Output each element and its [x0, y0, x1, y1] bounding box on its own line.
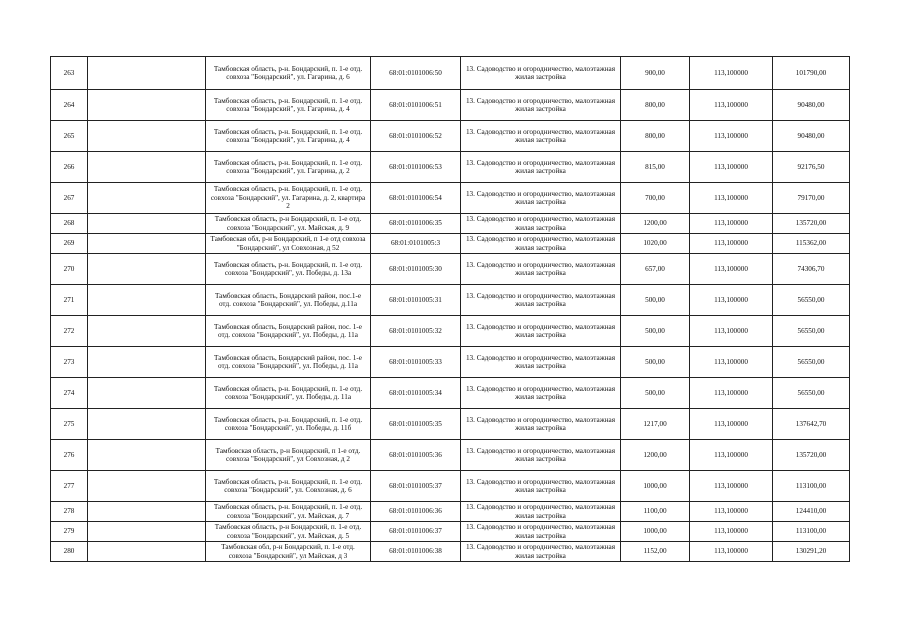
- blank-cell: [88, 409, 206, 440]
- address-cell: Тамбовская область, Бондарский район, пос. 1-е отд. совхоза "Бондарский", ул. Победы, д. 11а: [206, 316, 371, 347]
- cadastral-number-cell: 68:01:0101006:38: [371, 542, 461, 562]
- address-cell: Тамбовская область, р-н Бондарский, п. 1-е отд. совхоза "Бондарский", ул. Майская, д. 5: [206, 522, 371, 542]
- table-row: [51, 121, 850, 152]
- cadastral-value-cell: 56550,00: [773, 316, 850, 347]
- table-row: [51, 440, 850, 471]
- address-cell: Тамбовская область, р-н. Бондарский, п. 1-е отд. совхоза "Бондарский", ул. Гагарина, д. 6: [206, 57, 371, 90]
- land-use-cell: 13. Садоводство и огородничество, малоэтажная жилая застройка: [461, 234, 621, 254]
- cadastral-value-cell: 113100,00: [773, 471, 850, 502]
- row-number: 270: [51, 254, 88, 285]
- land-use-cell: 13. Садоводство и огородничество, малоэтажная жилая застройка: [461, 57, 621, 90]
- cadastral-value-cell: 130291,20: [773, 542, 850, 562]
- row-number: 276: [51, 440, 88, 471]
- table-body: [51, 57, 850, 562]
- table-row: [51, 502, 850, 522]
- row-number: 277: [51, 471, 88, 502]
- cadastral-value-cell: 56550,00: [773, 285, 850, 316]
- area-cell: 700,00: [621, 183, 690, 214]
- area-cell: 1100,00: [621, 502, 690, 522]
- cadastral-number-cell: 68:01:0101006:53: [371, 152, 461, 183]
- area-cell: 1000,00: [621, 522, 690, 542]
- rate-cell: 113,100000: [690, 254, 773, 285]
- blank-cell: [88, 234, 206, 254]
- table-row: [51, 57, 850, 90]
- cadastral-number-cell: 68:01:0101006:52: [371, 121, 461, 152]
- row-number: 272: [51, 316, 88, 347]
- row-number: 280: [51, 542, 88, 562]
- rate-cell: 113,100000: [690, 502, 773, 522]
- land-use-cell: 13. Садоводство и огородничество, малоэтажная жилая застройка: [461, 90, 621, 121]
- address-cell: Тамбовская область, р-н. Бондарский, п. 1-е отд. совхоза "Бондарский", ул. Победы, д. 13а: [206, 254, 371, 285]
- cadastral-value-cell: 74306,70: [773, 254, 850, 285]
- area-cell: 500,00: [621, 378, 690, 409]
- blank-cell: [88, 542, 206, 562]
- cadastral-value-cell: 137642,70: [773, 409, 850, 440]
- row-number: 271: [51, 285, 88, 316]
- address-cell: Тамбовская область, Бондарский район, пос.1-е отд. совхоза "Бондарский", ул. Победы, д.11а: [206, 285, 371, 316]
- rate-cell: 113,100000: [690, 121, 773, 152]
- blank-cell: [88, 440, 206, 471]
- rate-cell: 113,100000: [690, 285, 773, 316]
- rate-cell: 113,100000: [690, 440, 773, 471]
- table-row: [51, 90, 850, 121]
- address-cell: Тамбовская область, р-н. Бондарский, п. 1-е отд. совхоза "Бондарский", ул. Победы, д. 11а: [206, 378, 371, 409]
- cadastral-number-cell: 68:01:0101005:35: [371, 409, 461, 440]
- land-register-table: [50, 56, 850, 562]
- address-cell: Тамбовская обл, р-н Бондарский, п. 1-е отд. совхоза "Бондарский", ул Майская, д 3: [206, 542, 371, 562]
- area-cell: 1200,00: [621, 214, 690, 234]
- cadastral-value-cell: 90480,00: [773, 90, 850, 121]
- row-number: 273: [51, 347, 88, 378]
- area-cell: 500,00: [621, 347, 690, 378]
- table-row: [51, 471, 850, 502]
- blank-cell: [88, 502, 206, 522]
- rate-cell: 113,100000: [690, 183, 773, 214]
- address-cell: Тамбовская область, р-н. Бондарский, п. 1-е отд. совхоза "Бондарский", ул. Гагарина, д. 2, квартира 2: [206, 183, 371, 214]
- row-number: 279: [51, 522, 88, 542]
- row-number: 267: [51, 183, 88, 214]
- land-use-cell: 13. Садоводство и огородничество, малоэтажная жилая застройка: [461, 183, 621, 214]
- cadastral-number-cell: 68:01:0101005:3: [371, 234, 461, 254]
- cadastral-number-cell: 68:01:0101006:51: [371, 90, 461, 121]
- address-cell: Тамбовская область, р-н. Бондарский, п. 1-е отд. совхоза "Бондарский", ул. Победы, д. 11б: [206, 409, 371, 440]
- land-use-cell: 13. Садоводство и огородничество, малоэтажная жилая застройка: [461, 285, 621, 316]
- row-number: 274: [51, 378, 88, 409]
- area-cell: 815,00: [621, 152, 690, 183]
- row-number: 268: [51, 214, 88, 234]
- cadastral-value-cell: 135720,00: [773, 440, 850, 471]
- blank-cell: [88, 57, 206, 90]
- table-row: [51, 378, 850, 409]
- rate-cell: 113,100000: [690, 316, 773, 347]
- table-row: [51, 409, 850, 440]
- land-use-cell: 13. Садоводство и огородничество, малоэтажная жилая застройка: [461, 316, 621, 347]
- cadastral-number-cell: 68:01:0101005:36: [371, 440, 461, 471]
- row-number: 263: [51, 57, 88, 90]
- cadastral-number-cell: 68:01:0101005:30: [371, 254, 461, 285]
- land-use-cell: 13. Садоводство и огородничество, малоэтажная жилая застройка: [461, 378, 621, 409]
- table-row: [51, 285, 850, 316]
- rate-cell: 113,100000: [690, 214, 773, 234]
- land-use-cell: 13. Садоводство и огородничество, малоэтажная жилая застройка: [461, 542, 621, 562]
- rate-cell: 113,100000: [690, 522, 773, 542]
- address-cell: Тамбовская область, р-н. Бондарский, п. 1-е отд. совхоза "Бондарский", ул. Гагарина, д. 4: [206, 121, 371, 152]
- cadastral-number-cell: 68:01:0101005:33: [371, 347, 461, 378]
- cadastral-value-cell: 101790,00: [773, 57, 850, 90]
- address-cell: Тамбовская область, Бондарский район, пос. 1-е отд. совхоза "Бондарский", ул. Победы, д. 11а: [206, 347, 371, 378]
- table-row: [51, 183, 850, 214]
- rate-cell: 113,100000: [690, 152, 773, 183]
- land-use-cell: 13. Садоводство и огородничество, малоэтажная жилая застройка: [461, 440, 621, 471]
- cadastral-value-cell: 90480,00: [773, 121, 850, 152]
- area-cell: 1020,00: [621, 234, 690, 254]
- row-number: 269: [51, 234, 88, 254]
- cadastral-value-cell: 113100,00: [773, 522, 850, 542]
- cadastral-number-cell: 68:01:0101006:54: [371, 183, 461, 214]
- land-use-cell: 13. Садоводство и огородничество, малоэтажная жилая застройка: [461, 214, 621, 234]
- row-number: 266: [51, 152, 88, 183]
- blank-cell: [88, 254, 206, 285]
- land-use-cell: 13. Садоводство и огородничество, малоэтажная жилая застройка: [461, 254, 621, 285]
- address-cell: Тамбовская область, р-н Бондарский, п. 1-е отд. совхоза "Бондарский", ул. Майская, д. 9: [206, 214, 371, 234]
- land-use-cell: 13. Садоводство и огородничество, малоэтажная жилая застройка: [461, 502, 621, 522]
- cadastral-number-cell: 68:01:0101006:35: [371, 214, 461, 234]
- table-row: [51, 254, 850, 285]
- area-cell: 800,00: [621, 90, 690, 121]
- table-row: [51, 347, 850, 378]
- area-cell: 1000,00: [621, 471, 690, 502]
- rate-cell: 113,100000: [690, 542, 773, 562]
- cadastral-value-cell: 115362,00: [773, 234, 850, 254]
- blank-cell: [88, 522, 206, 542]
- rate-cell: 113,100000: [690, 90, 773, 121]
- table-row: [51, 234, 850, 254]
- rate-cell: 113,100000: [690, 57, 773, 90]
- area-cell: 1152,00: [621, 542, 690, 562]
- table-row: [51, 316, 850, 347]
- cadastral-number-cell: 68:01:0101005:34: [371, 378, 461, 409]
- row-number: 264: [51, 90, 88, 121]
- blank-cell: [88, 471, 206, 502]
- address-cell: Тамбовская область, р-н. Бондарский, п. 1-е отд. совхоза "Бондарский", ул. Гагарина, д. 2: [206, 152, 371, 183]
- blank-cell: [88, 90, 206, 121]
- land-use-cell: 13. Садоводство и огородничество, малоэтажная жилая застройка: [461, 152, 621, 183]
- table-row: [51, 152, 850, 183]
- cadastral-number-cell: 68:01:0101005:31: [371, 285, 461, 316]
- blank-cell: [88, 214, 206, 234]
- cadastral-value-cell: 79170,00: [773, 183, 850, 214]
- rate-cell: 113,100000: [690, 234, 773, 254]
- land-use-cell: 13. Садоводство и огородничество, малоэтажная жилая застройка: [461, 347, 621, 378]
- blank-cell: [88, 121, 206, 152]
- blank-cell: [88, 183, 206, 214]
- row-number: 265: [51, 121, 88, 152]
- area-cell: 1200,00: [621, 440, 690, 471]
- table-row: [51, 542, 850, 562]
- row-number: 278: [51, 502, 88, 522]
- blank-cell: [88, 152, 206, 183]
- blank-cell: [88, 316, 206, 347]
- address-cell: Тамбовская область, р-н Бондарский, п 1-е отд. совхоза "Бондарский", ул Совхозная, д 2: [206, 440, 371, 471]
- area-cell: 500,00: [621, 285, 690, 316]
- blank-cell: [88, 285, 206, 316]
- area-cell: 900,00: [621, 57, 690, 90]
- cadastral-number-cell: 68:01:0101006:50: [371, 57, 461, 90]
- cadastral-value-cell: 124410,00: [773, 502, 850, 522]
- cadastral-number-cell: 68:01:0101005:37: [371, 471, 461, 502]
- cadastral-value-cell: 135720,00: [773, 214, 850, 234]
- rate-cell: 113,100000: [690, 347, 773, 378]
- area-cell: 657,00: [621, 254, 690, 285]
- rate-cell: 113,100000: [690, 409, 773, 440]
- address-cell: Тамбовская область, р-н. Бондарский, п. 1-е отд. совхоза "Бондарский", ул. Майская, д. 7: [206, 502, 371, 522]
- address-cell: Тамбовская область, р-н. Бондарский, п. 1-е отд. совхоза "Бондарский", ул. Совхозная, д. 6: [206, 471, 371, 502]
- row-number: 275: [51, 409, 88, 440]
- cadastral-value-cell: 56550,00: [773, 378, 850, 409]
- cadastral-number-cell: 68:01:0101006:37: [371, 522, 461, 542]
- address-cell: Тамбовская обл, р-н Бондарский, п 1-е отд совхоза "Бондарский", ул Совхозная, д 52: [206, 234, 371, 254]
- area-cell: 800,00: [621, 121, 690, 152]
- area-cell: 1217,00: [621, 409, 690, 440]
- rate-cell: 113,100000: [690, 471, 773, 502]
- table-row: [51, 522, 850, 542]
- table-row: [51, 214, 850, 234]
- blank-cell: [88, 347, 206, 378]
- cadastral-value-cell: 56550,00: [773, 347, 850, 378]
- land-use-cell: 13. Садоводство и огородничество, малоэтажная жилая застройка: [461, 522, 621, 542]
- cadastral-number-cell: 68:01:0101005:32: [371, 316, 461, 347]
- land-use-cell: 13. Садоводство и огородничество, малоэтажная жилая застройка: [461, 409, 621, 440]
- area-cell: 500,00: [621, 316, 690, 347]
- cadastral-number-cell: 68:01:0101006:36: [371, 502, 461, 522]
- rate-cell: 113,100000: [690, 378, 773, 409]
- blank-cell: [88, 378, 206, 409]
- land-use-cell: 13. Садоводство и огородничество, малоэтажная жилая застройка: [461, 471, 621, 502]
- cadastral-value-cell: 92176,50: [773, 152, 850, 183]
- land-use-cell: 13. Садоводство и огородничество, малоэтажная жилая застройка: [461, 121, 621, 152]
- address-cell: Тамбовская область, р-н. Бондарский, п. 1-е отд. совхоза "Бондарский", ул. Гагарина, д. 4: [206, 90, 371, 121]
